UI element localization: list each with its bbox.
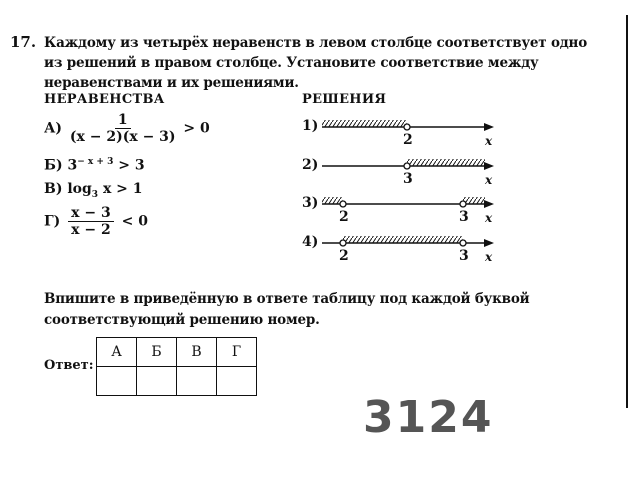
inequalities-heading: НЕРАВЕНСТВА [44,92,165,107]
task-number: 17. [10,33,37,51]
solution-2: 2) 3 x [300,155,500,191]
answer-header-g: Г [217,338,257,367]
answer-input-row [97,367,257,396]
solution-4: 4) 2 3 x [300,232,500,268]
result-number: 3124 [363,392,494,443]
task-text: Каждому из четырёх неравенств в левом столбце соответствует одно из решений в правом столбце. Установите соответствие между неравенствами и их решениями. [44,35,588,91]
number-line-3 [300,193,500,229]
fraction-g: $\frac{x - 3}{x - 2}$ [68,205,114,238]
answer-header-v: В [177,338,217,367]
answer-table [96,337,257,396]
answer-header-row [97,338,257,367]
answer-cell-b[interactable] [137,367,177,396]
solutions-heading: РЕШЕНИЯ [302,92,387,107]
answer-label: Ответ: [44,358,94,373]
answer-cell-v[interactable] [177,367,217,396]
answer-cell-g[interactable] [217,367,257,396]
answer-header-a: А [97,338,137,367]
fraction-a: $\frac{1}{(x - 2)(x - 3)}$ [69,112,176,145]
number-line-2 [300,155,500,191]
solution-3: 3) 2 3 x [300,193,500,229]
answer-cell-a[interactable] [97,367,137,396]
inequality-b: Б) $3^{- x + 3} > 3$ [44,157,145,174]
inequality-v: В) $\log_3 x > 1$ [44,181,143,200]
instruction-text: Впишите в приведённую в ответе таблицу под каждой буквой соответствующий решению номер. [44,291,530,328]
number-line-4 [300,232,500,268]
solution-1: 1) 2 x [300,116,500,152]
number-line-1 [300,116,500,152]
inequality-g: Г) $\frac{x - 3}{x - 2}$ < 0 [44,205,148,238]
inequality-a: А) $\frac{1}{(x - 2)(x - 3)}$ > 0 [44,112,210,145]
answer-header-b: Б [137,338,177,367]
right-border-line [626,15,628,408]
